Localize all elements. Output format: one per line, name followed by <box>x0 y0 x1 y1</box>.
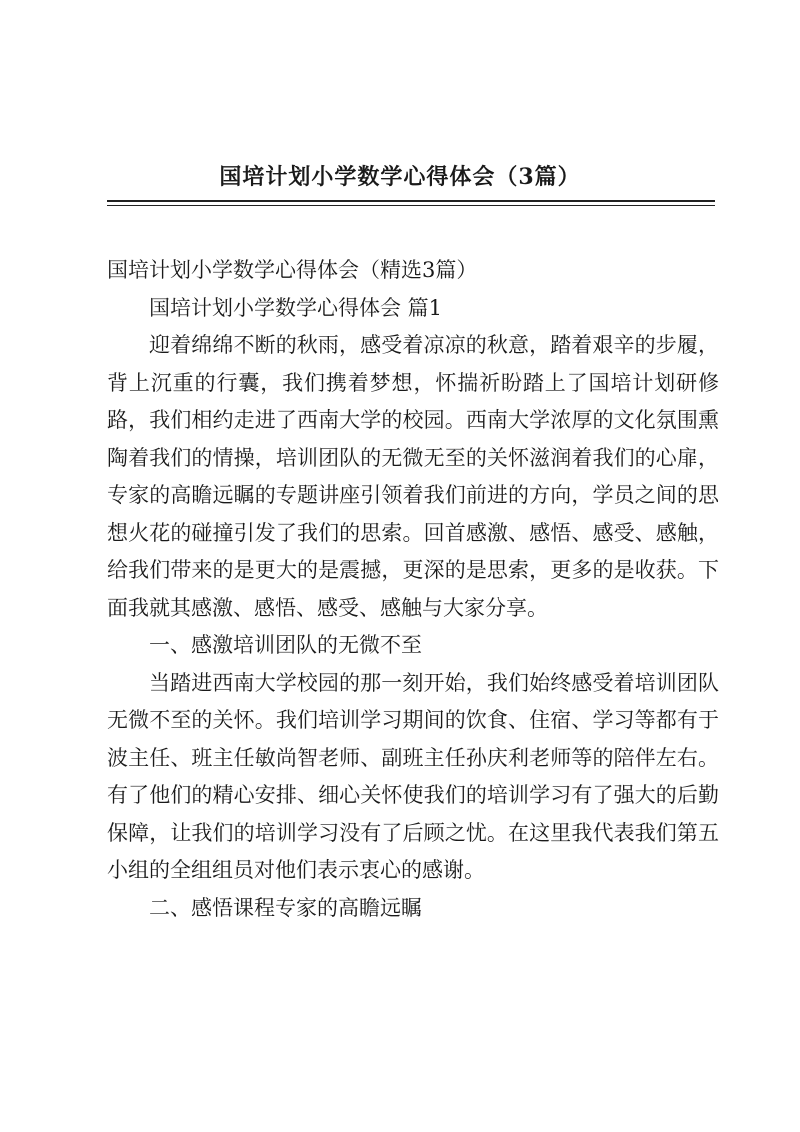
section-heading: 一、感激培训团队的无微不至 <box>149 633 422 657</box>
title-divider-thick <box>107 200 715 202</box>
body-paragraph: 当踏进西南大学校园的那一刻开始，我们始终感受着培训团队无微不至的关怀。我们培训学习期间的饮食、住宿、学习等都有于波主任、班主任敏尚智老师、副班主任孙庆利老师等的陪伴左右。有了他们的精心安排、细心关怀使我们的培训学习有了强大的后勤保障，让我们的培训学习没有了后顾之忧。在这里我代表我们第五小组的全组组员对他们表示衷心的感谢。 <box>107 670 719 882</box>
body-paragraph: 迎着绵绵不断的秋雨，感受着凉凉的秋意，踏着艰辛的步履，背上沉重的行囊，我们携着梦想，怀揣祈盼踏上了国培计划研修路，我们相约走进了西南大学的校园。西南大学浓厚的文化氛围熏陶着我们的情操，培训团队的无微无至的关怀滋润着我们的心扉，专家的高瞻远瞩的专题讲座引领着我们前进的方向，学员之间的思想火花的碰撞引发了我们的思索。回首感激、感悟、感受、感触，给我们带来的是更大的是震撼，更深的是思索，更多的是收获。下面我就其感激、感悟、感受、感触与大家分享。 <box>107 333 719 620</box>
page-title: 国培计划小学数学心得体会（3篇） <box>219 164 581 190</box>
subtitle-paragraph: 国培计划小学数学心得体会（精选3篇） <box>107 258 478 282</box>
document-body <box>107 252 719 927</box>
title-divider-thin <box>107 205 715 206</box>
section-heading: 二、感悟课程专家的高瞻远瞩 <box>149 895 422 920</box>
section-heading: 国培计划小学数学心得体会 篇1 <box>149 295 443 320</box>
